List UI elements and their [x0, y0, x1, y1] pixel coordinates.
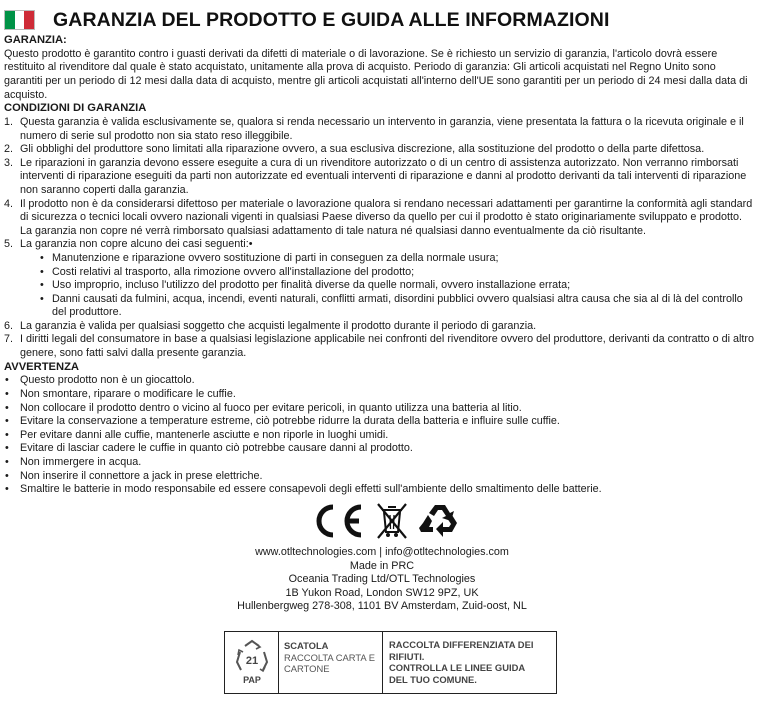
address-uk: 1B Yukon Road, London SW12 9PZ, UK	[285, 586, 479, 599]
warning-item: • Evitare di lasciar cadere le cuffie in quanto ciò potrebbe causare danni al prodotto.	[5, 442, 413, 455]
exclusion-item: • Danni causati da fulmini, acqua, incendi, eventi naturali, conflitti armati, disordini pubblici ovvero qualsiasi altra causa che sia al di là del controllo del produttore.	[40, 292, 743, 319]
packaging-material	[279, 632, 383, 693]
condition-item: 6. La garanzia è valida per qualsiasi soggetto che acquisti legalmente il prodotto durante il periodo di garanzia.	[4, 319, 537, 332]
italian-flag-icon	[4, 10, 35, 30]
recycle-code-label: PAP	[242, 674, 261, 685]
condition-item: 1. Questa garanzia è valida esclusivamente se, qualora si renda necessario un intervento in garanzia, viene presentata la fattura o la ricevuta originale e il numero di serie sul prodotto non sia stato reso illeggibile.	[4, 115, 744, 142]
address-nl: Hullenbergweg 278-308, 1101 BV Amsterdam, Zuid-oost, NL	[237, 600, 527, 613]
recycle-icon	[419, 501, 461, 541]
warning-item: • Evitare la conservazione a temperature estreme, ciò potrebbe ridurre la durata della batteria e influire sulle cuffie.	[5, 415, 560, 428]
document-body	[4, 34, 754, 497]
page-header	[4, 8, 609, 32]
collection-line-2: CARTONE	[284, 663, 330, 675]
contact-links: www.otltechnologies.com | info@otltechnologies.com	[255, 546, 509, 558]
warning-item: • Smaltire le batterie in modo responsabile ed essere consapevoli degli effetti sull'ambiente dello smaltimento delle batterie.	[5, 483, 602, 496]
warning-heading: AVVERTENZA	[4, 360, 80, 373]
flag-stripe-green	[5, 11, 15, 29]
recycling-label	[224, 631, 557, 694]
warranty-heading: GARANZIA:	[4, 34, 67, 46]
company-name: Oceania Trading Ltd/OTL Technologies	[288, 573, 476, 586]
condition-item: 5. La garanzia non copre alcuno dei casi seguenti:• • Manutenzione e riparazione ovvero sostituzione di parti in conseguen za della normale usura; • Costi relativi al trasporto, alla rimozione ovvero all'installazione del prodotto; • Uso improprio, incluso l'utilizzo del prodotto per finalità diverse da quelle normali, ovvero installazione errata; • Danni causati da fulmini, acqua, incendi, eventi naturali, conflitti armati, disordini pubblici ovvero qualsiasi altra causa che sia al di là del controllo del produttore.	[4, 238, 754, 320]
warning-list	[4, 374, 754, 496]
warning-item: • Questo prodotto non è un giocattolo.	[5, 374, 195, 387]
conditions-list	[4, 116, 754, 361]
pap-recycle-code	[225, 632, 279, 693]
warranty-text: Questo prodotto è garantito contro i guasti derivati da difetti di materiale o di lavorazione. Se è richiesto un servizio di garanzia, l'articolo dovrà essere restituito al rivenditore dal quale è stato acquistato, unitamente alla prova di acquisto. Periodo di garanzia: Gli articoli acquistati nel Regno Unito sono garantiti per un periodo di 12 mesi dalla data di acquisto, mentre gli articoli acquistati all'interno dell'UE sono garantiti per un periodo di 24 mesi dalla data di acquisto.	[4, 47, 748, 101]
pap21-recycle-icon	[232, 638, 272, 688]
warning-item: • Non collocare il prodotto dentro o vicino al fuoco per evitare pericoli, in quanto utilizza una batteria al litio.	[5, 401, 522, 414]
warning-item: • Non inserire il connettore a jack in prese elettriche.	[5, 469, 263, 482]
exclusion-item: • Uso improprio, incluso l'utilizzo del prodotto per finalità diverse da quelle normali, ovvero installazione errata;	[40, 279, 571, 292]
made-in: Made in PRC	[349, 559, 415, 572]
warning-item: • Non immergere in acqua.	[5, 456, 142, 469]
page-title: GARANZIA DEL PRODOTTO E GUIDA ALLE INFORMAZIONI	[53, 8, 610, 31]
warning-item: • Per evitare danni alle cuffie, mantenerle asciutte e non riporle in luoghi umidi.	[5, 428, 389, 441]
condition-item: 2. Gli obblighi del produttore sono limitati alla riparazione ovvero, a sua esclusiva discrezione, alla sostituzione del prodotto o della parte difettosa.	[4, 143, 705, 156]
condition-item: 4. Il prodotto non è da considerarsi difettoso per materiale o lavorazione qualora si rendano necessari adattamenti per garantirne la conformità agli standard di sicurezza o tecnici locali ovvero nazionali vigenti in qualsiasi Paese diverso da quello per cui il prodotto è stato originariamente sviluppato e prodotto. La garanzia non copre né verrà rimborsato qualsiasi adattamento di tale natura né qualsiasi danno eventualmente da ciò risultante.	[4, 197, 753, 237]
note-line-4: DEL TUO COMUNE.	[389, 673, 477, 685]
warning-item: • Non smontare, riparare o modificare le cuffie.	[5, 388, 236, 401]
condition-item: 3. Le riparazioni in garanzia devono essere eseguite a cura di un rivenditore autorizzato o di un centro di assistenza autorizzato. Non verranno rimborsati interventi di riparazione eseguiti da parti non autorizzate ed eventuali interventi di riparazione e danni al prodotto derivanti da tali interventi di riparazione non saranno coperti dalla garanzia.	[4, 156, 747, 196]
exclusion-item: • Costi relativi al trasporto, alla rimozione ovvero all'installazione del prodotto;	[40, 265, 415, 278]
exclusion-item: • Manutenzione e riparazione ovvero sostituzione di parti in conseguen za della normale usura;	[40, 251, 499, 264]
certification-logos	[311, 500, 461, 542]
note-line-2: RIFIUTI.	[389, 650, 425, 662]
flag-stripe-white	[15, 11, 25, 29]
ce-mark-icon	[311, 501, 367, 541]
recycling-note	[383, 632, 556, 693]
contact-footer	[170, 546, 594, 614]
exclusions-list	[20, 252, 754, 320]
weee-crossed-bin-icon	[373, 501, 411, 541]
recycle-code-number: 21	[245, 654, 258, 667]
condition-item: 7. I diritti legali del consumatore in base a qualsiasi legislazione applicabile nei confronti del rivenditore ovvero del produttore, derivanti da contratto o di altro genere, sono fatti salvi dalla presente garanzia.	[4, 333, 755, 360]
conditions-heading: CONDIZIONI DI GARANZIA	[4, 102, 147, 115]
note-line-1: RACCOLTA DIFFERENZIATA DEI	[389, 639, 534, 650]
note-line-3: CONTROLLA LE LINEE GUIDA	[389, 662, 526, 674]
collection-line-1: RACCOLTA CARTA E	[284, 651, 375, 663]
material-name: SCATOLA	[284, 640, 329, 651]
flag-stripe-red	[24, 11, 34, 29]
